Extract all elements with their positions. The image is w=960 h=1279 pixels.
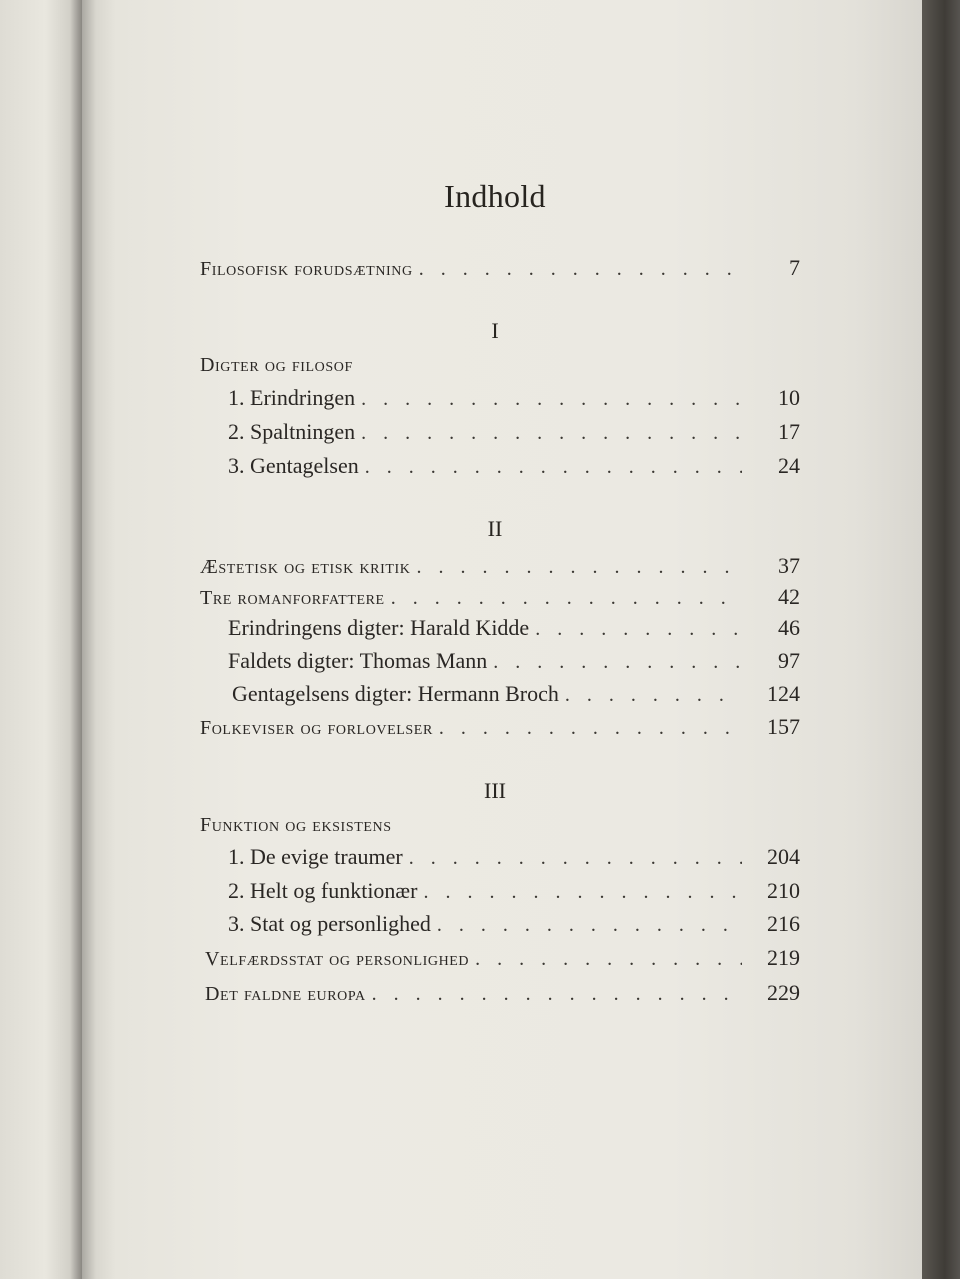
toc-entry xyxy=(200,255,800,283)
entry-label: Æstetisk og etisk kritik xyxy=(200,556,411,578)
dot-leader xyxy=(409,847,742,870)
part-numeral: I xyxy=(491,318,499,343)
entry-page: 10 xyxy=(778,385,800,410)
entry-label: Gentagelsens digter: Hermann Broch xyxy=(232,681,559,706)
entry-label: 2. Spaltningen xyxy=(228,419,356,444)
entry-page: 37 xyxy=(778,553,800,578)
entry-page: 210 xyxy=(767,878,800,903)
entry-label: Det faldne europa xyxy=(205,983,366,1005)
toc-entry xyxy=(228,615,800,643)
entry-page: 42 xyxy=(778,584,800,609)
entry-label: 3. Gentagelsen xyxy=(228,453,359,478)
toc-entry xyxy=(200,714,800,742)
dot-leader xyxy=(437,914,742,937)
entry-label: Filosofisk forudsætning xyxy=(200,258,413,280)
dot-leader xyxy=(439,717,742,740)
toc-entry xyxy=(205,945,800,973)
toc-entry xyxy=(200,553,800,581)
dot-leader xyxy=(475,948,742,971)
entry-page: 157 xyxy=(767,714,800,739)
toc-entry xyxy=(228,453,800,481)
entry-page: 219 xyxy=(767,945,800,970)
dot-leader xyxy=(365,456,742,479)
dot-leader xyxy=(361,422,742,445)
dot-leader xyxy=(565,684,742,707)
dot-leader xyxy=(419,258,742,281)
entry-label: Tre romanforfattere xyxy=(200,587,385,609)
dot-leader xyxy=(535,618,742,641)
toc-entry xyxy=(205,980,800,1008)
section-heading: Digter og filosof xyxy=(200,354,353,376)
entry-page: 97 xyxy=(778,648,800,673)
toc-entry xyxy=(228,385,800,413)
entry-label: Erindringens digter: Harald Kidde xyxy=(228,615,530,640)
toc-entry xyxy=(228,878,800,906)
dot-leader xyxy=(391,587,742,610)
entry-page: 216 xyxy=(767,911,800,936)
entry-label: 1. De evige traumer xyxy=(228,844,403,869)
dot-leader xyxy=(372,983,742,1006)
toc-entry xyxy=(228,844,800,872)
part-numeral: III xyxy=(484,778,506,803)
toc-entry xyxy=(200,584,800,612)
entry-label: Folkeviser og forlovelser xyxy=(200,717,433,739)
toc-title: Indhold xyxy=(444,178,546,214)
part-numeral: II xyxy=(487,516,503,541)
entry-page: 7 xyxy=(789,255,800,280)
entry-label: Faldets digter: Thomas Mann xyxy=(228,648,488,673)
toc-entry xyxy=(228,648,800,676)
toc-entry xyxy=(228,911,800,939)
dot-leader xyxy=(493,651,742,674)
entry-page: 124 xyxy=(767,681,800,706)
entry-label: Velfærdsstat og personlighed xyxy=(205,948,470,970)
section-heading: Funktion og eksistens xyxy=(200,814,392,836)
entry-label: 3. Stat og personlighed xyxy=(228,911,431,936)
entry-page: 204 xyxy=(767,844,800,869)
entry-page: 229 xyxy=(767,980,800,1005)
toc-entry xyxy=(232,681,800,709)
entry-page: 17 xyxy=(778,419,800,444)
entry-label: 1. Erindringen xyxy=(228,385,356,410)
entry-label: 2. Helt og funktionær xyxy=(228,878,418,903)
dot-leader xyxy=(423,881,742,904)
dot-leader xyxy=(361,388,742,411)
toc-entry xyxy=(228,419,800,447)
entry-page: 24 xyxy=(778,453,800,478)
dot-leader xyxy=(417,556,742,579)
entry-page: 46 xyxy=(778,615,800,640)
